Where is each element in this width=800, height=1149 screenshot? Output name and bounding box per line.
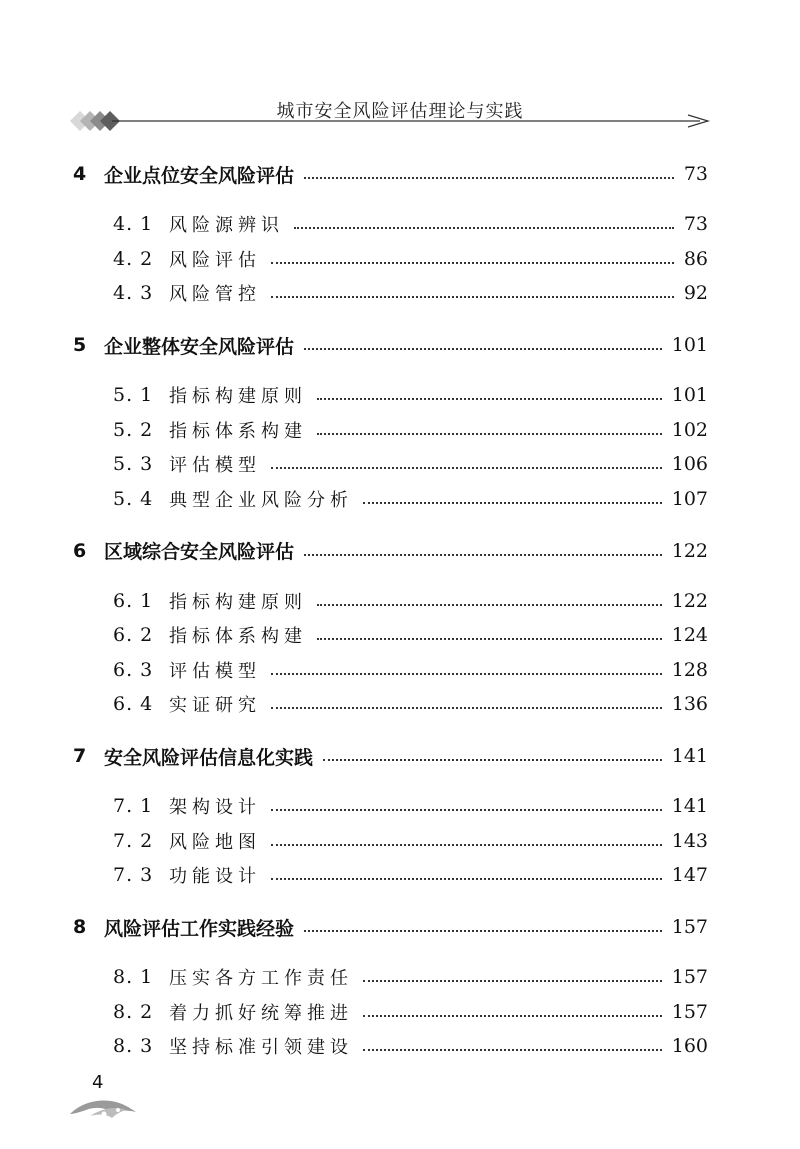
section-number: 7. 3 [113,864,154,886]
chapter-number: 6 [73,539,87,562]
section-title: 评估模型 [169,660,261,682]
dot-leader [304,554,662,556]
dot-leader [271,262,674,264]
dot-leader [271,809,662,811]
section-title: 指标体系构建 [169,420,307,442]
toc-section-row[interactable] [0,416,800,444]
dot-leader [271,844,662,846]
section-number: 7. 1 [113,795,154,817]
section-number: 5. 3 [113,453,154,475]
page-reference: 86 [683,247,708,270]
page-reference: 141 [671,795,708,817]
page-reference: 157 [671,966,708,988]
section-number: 6. 4 [113,693,154,715]
page-reference: 147 [671,864,708,886]
dot-leader [294,227,674,229]
chapter-title: 企业点位安全风险评估 [104,164,295,187]
page-reference: 102 [671,418,708,441]
page-reference: 101 [671,334,708,356]
section-title: 风险源辨识 [169,215,284,236]
dot-leader [363,502,662,504]
dot-leader [271,296,674,298]
section-title: 压实各方工作责任 [169,968,353,989]
chapter-title: 安全风险评估信息化实践 [104,746,314,769]
page-reference: 141 [671,745,708,767]
toc-section-row[interactable] [0,381,800,409]
toc-chapter-row[interactable] [0,160,800,188]
dot-leader [317,638,662,640]
dot-leader [317,604,662,606]
dot-leader [363,1049,662,1051]
section-number: 5. 1 [113,384,154,406]
section-number: 8. 3 [113,1035,154,1057]
page-reference: 101 [671,384,708,406]
footer-wave-ornament [60,1072,180,1122]
page-reference: 157 [671,1000,708,1023]
page-reference: 136 [671,693,708,715]
section-title: 评估模型 [169,455,261,476]
section-number: 4. 3 [113,282,154,304]
toc-chapter-row[interactable] [0,331,800,359]
dot-leader [317,433,662,435]
dot-leader [271,707,662,709]
page-reference: 106 [671,453,708,475]
section-number: 8. 2 [113,1000,154,1023]
dot-leader [271,467,662,469]
dot-leader [304,348,662,350]
toc-section-row[interactable] [0,279,800,307]
section-title: 实证研究 [169,695,261,716]
page-reference: 128 [671,658,708,681]
section-number: 4. 2 [113,247,154,270]
section-title: 典型企业风险分析 [169,489,353,511]
dot-leader [271,878,662,880]
page-reference: 157 [671,916,708,938]
section-number: 5. 2 [113,418,154,441]
toc-section-row[interactable] [0,656,800,684]
dot-leader [363,1015,662,1017]
toc-section-row[interactable] [0,587,800,615]
section-number: 6. 2 [113,624,154,646]
toc-section-row[interactable] [0,963,800,991]
page-reference: 92 [683,282,708,304]
section-number: 6. 1 [113,589,154,612]
toc-chapter-row[interactable] [0,742,800,770]
dot-leader [317,398,662,400]
toc-section-row[interactable] [0,450,800,478]
page-reference: 124 [671,624,708,646]
toc-section-row[interactable] [0,861,800,889]
section-number: 5. 4 [113,487,154,510]
dot-leader [271,673,662,675]
section-title: 着力抓好统筹推进 [169,1002,353,1024]
section-title: 指标构建原则 [169,591,307,613]
section-number: 4. 1 [113,213,154,235]
toc-section-row[interactable] [0,621,800,649]
section-number: 8. 1 [113,966,154,988]
page-reference: 143 [671,829,708,852]
chapter-number: 8 [73,916,87,938]
page-reference: 107 [671,487,708,510]
book-title: 城市安全风险评估理论与实践 [276,101,524,122]
toc-section-row[interactable] [0,827,800,855]
toc-section-row[interactable] [0,210,800,238]
chapter-number: 5 [73,334,87,356]
toc-section-row[interactable] [0,485,800,513]
section-title: 架构设计 [169,797,261,818]
page-reference: 122 [671,539,708,562]
chapter-title: 区域综合安全风险评估 [104,541,295,563]
chapter-number: 7 [73,745,87,767]
section-title: 风险管控 [169,284,261,305]
section-title: 坚持标准引领建设 [169,1037,353,1058]
section-title: 风险评估 [169,249,261,271]
section-title: 风险地图 [169,831,261,853]
toc-section-row[interactable] [0,1032,800,1060]
page-number: 4 [92,1072,104,1093]
dot-leader [304,177,674,179]
chapter-number: 4 [73,163,87,185]
toc-section-row[interactable] [0,998,800,1026]
toc-section-row[interactable] [0,792,800,820]
section-title: 指标体系构建 [169,626,307,647]
page-reference: 73 [683,213,708,235]
toc-chapter-row[interactable] [0,913,800,941]
dot-leader [304,930,662,932]
toc-chapter-row[interactable] [0,537,800,565]
section-number: 6. 3 [113,658,154,681]
chapter-title: 企业整体安全风险评估 [104,335,295,358]
page-reference: 73 [683,163,708,185]
toc-section-row[interactable] [0,690,800,718]
section-number: 7. 2 [113,829,154,852]
page-reference: 122 [671,589,708,612]
chapter-title: 风险评估工作实践经验 [104,917,295,940]
page-reference: 160 [671,1035,708,1057]
toc-section-row[interactable] [0,245,800,273]
dot-leader [323,759,662,761]
dot-leader [363,980,662,982]
section-title: 指标构建原则 [169,386,307,407]
section-title: 功能设计 [169,866,261,887]
